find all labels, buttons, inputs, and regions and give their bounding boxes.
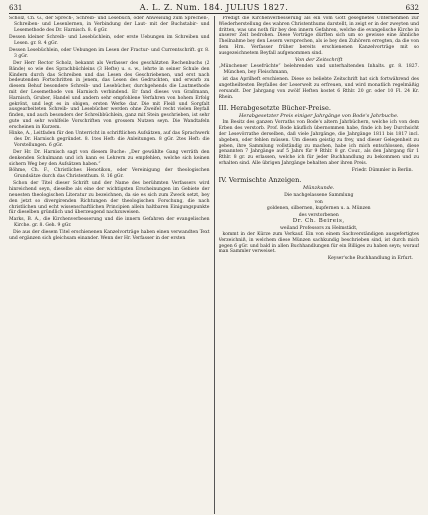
paragraph: Schon der Titel dieser Schrift und der Name des berühmten Verfassers wird hinreichend seyn, dieselbe als eine der wichtigsten Erscheinungen im Gebiete der neuesten theologischen Literatur zu bezeichnen, da sie es sich zum Zweck setzt, bey den jetzt so divergirenden Richtungen der theologischen Forschung, die nach christlichen und echt wissenschaftlichen Principien allein haltbaren Einigungspunkte für dieselben gründlich und überzeugend nachzuweisen.: [9, 181, 210, 216]
book-entry: Dessen Lesebüchlein, oder Uebungen im Lesen der Fractur- und Currentschrift. gr. 8. 3 gGr.: [9, 47, 210, 59]
centered-line: des verstorbenen: [298, 212, 339, 218]
book-entry: Scholz, Ch. G., der Sprech-, Schreib- und Lesebuch, oder Anweisung zum Sprechen-, Schreiben- und Lesenlernen, in Verbindung der Laut- mit der Buchstabir- und Lesemethode des Dr. Harnisch. 8. 6 gGr.: [9, 16, 210, 33]
signature: Friedr. Dümmler in Berlin.: [351, 167, 414, 173]
book-entry: Dessen kleiner Schreib- und Lesebüchlein, oder erste Uebungen im Schreiben und Lesen. gr. 8. 4 gGr.: [9, 34, 210, 46]
paragraph: Im Besitz des ganzen Vorraths von Bode's altern Jahrbüchern, welche ich von dem Erben des verstorb. Prof. Bode käuflich übernommen habe, finde ich bey Durchsicht der Lesevörrathe derselben, daß viele Jahrgänge, die Jahrgänge 1811 bis 1817 incl. abgeben, oder fehlen müssen. Um diesen geistig zu frey, und dieser Gelegenheit zu geben, ihre Sammlung vollständig zu machen, habe ich mich entschlossen, diese genannten 7 Jahrgänge auf 5 Jahrs für 9 Rthlr. 8 gr. Cour., als den Jahrgang für 1 Rthlr. 8 gr. zu erlassen, welche ich für jeder Buchhandlung zu bekommen und zu erhalten sind. Alle übrigen Jahrgänge behalten aber ihren Preis.: [218, 120, 420, 167]
paragraph: Der Herr Rector Scholz, bekannt als Verfasser des geschätzten Rechenbuchs (2 Bände) so wie des Sprachbüchleins (3 Hefte) u. s. w., lehrte in seiner Schule den Kindern durch das Schreiben und das Lesen des Geschriebenen, und erst nach bedeutenden Fortschritten in jenem, das Lesen des Gedruckten, und erwarb zu diesem Behuf besondere Schreib- und Lesebücher, durchgehends die Lautmethode mit der Lesemethode von Harnisch verbindend. Er fand dieses von Graßmann, Harnisch, Gruber, Handel und andern sehr empfohlene Verfahren von hohem Erfolg gekrönt, und legt es in obigen, ersten Werke dar. Die mit Fleiß und Sorgfalt ausgearbeiteten Schreib- und Lesebücher werden ohne Zweifel recht vielen Beyfall finden, und auch besonders der Schreibbüchlein, ganz mit Stein geschrieben, ist sehr gute und sehr wohlfeile Vorschriften von grossem Nutzen seyn. Die Wandtafeln erscheinen in Kurzem.: [9, 61, 210, 130]
centered-line: weiland Professors zu Helmstädt,: [280, 225, 358, 231]
paragraph: ist das Aprilheft erschienen. Diese so beliebte Zeitschrift hat sich fortwährend des ungetheiltesten Beyfalles der Leserwelt zu erfreuen, und wird monatlich regelmäßig versandt. Der Jahrgang von zwölf Heften kostet 6 Rthlr. 20 gr. oder 10 Fl. 24 Kr. Rhein.: [218, 77, 420, 100]
book-entry: Böhme, Ch. F., Christliches Henotikon, oder Vereinigung der theologischen Grundsätze durch das Christenthum. 8. 16 gGr.: [9, 168, 210, 180]
left-column: [9, 16, 210, 514]
page-number-right: 632: [405, 4, 419, 12]
book-entry: Marks, B. A., die Kirchenverbesserung und die innern Gefahren der evangelischen Kirche. gr. 8. Geh. 9 gGr.: [9, 216, 210, 228]
subheading: Münzkunde.: [303, 185, 335, 192]
right-column: [219, 16, 420, 514]
centered-name: Dr. Ch. Beireis,: [292, 218, 345, 225]
centered-line: goldenen, silbernen, kupfernen u. a. Münzen: [266, 206, 371, 212]
book-entry: Hinke, A., Leitfaden für den Unterricht in schriftlichen Aufsätzen, auf das Sprachwerk des Dr. Harnisch gegründet. 8. 1tes Heft: die Anleitungen. 8 gGr. 2tes Heft: die Vorstellungen. 6 gGr.: [9, 131, 210, 148]
centered-line: von: [314, 199, 323, 205]
section-heading: IV. Vermischte Anzeigen.: [218, 176, 302, 185]
paragraph: Der Hr. Dr. Harnisch sagt von diesem Buche: „Der gewählte Gang verräth den denkenden Schulmann und ich kann es Lehrern zu empfehlen, welche sich keinen sichern Weg bey den Aufsätzen haben.“: [9, 150, 210, 167]
subheading: Herabgesetzter Preis einiger Jahrgänge von Bode's Jahrbuche.: [239, 112, 399, 119]
subheading: Von der Zeitschrift: [294, 56, 343, 63]
columns: [9, 16, 419, 514]
journal-title: A. L. Z. Num. 184. JULIUS 1827.: [139, 3, 289, 12]
book-entry: „Münchener Lesefrüchte“ belehrenden und unterhaltenden Inhalts. gr. 8. 1827. München, bey Fleischmann,: [218, 64, 420, 76]
column-rule: [214, 16, 215, 514]
paragraph: Die aus der diesem Titel erschienenen Kanzelvorträge haben einen verwandten Text und ergänzen sich gleichsam einander. Wenn der Hr. Verfasser in der ersten: [9, 229, 210, 241]
paragraph: kommt in der Kürze zum Verkauf. Ein von einem Sachverständigen ausgefertigtes Verzeichniß, in welchem diese Münzen sachkundig beschrieben sind, ist durch mich gegen 6 gGr. und bald in allen Buchhandlungen für ein Billiges zu haben seyn; worauf man Sammler verweiset.: [218, 232, 420, 255]
centered-line: Die nachgelassene Sammlung: [284, 193, 354, 199]
paragraph: Predigt die Kirchenverbesserung als ein vom Gott gesegnetes Unternehmen zur Wiederherstellung des wahren Christenthums darstellt, in zeigt er in der zweyten und dritten, was uns noth für bey den innern Gefahren, welche die evangelische Kirche in unserer Zeit bedrohen. Diese Vorträge dürften sich um so gewisse eine ähnliche Theilnahme bey den Lesern versprechen, als ie bey den Zuhörern erregten, da die von dem Hrn. Verfasser früher bereits erschienenen Kanzelvorträge mit so ausgezeichnetem Beyfall aufgenommen sind.: [218, 16, 420, 56]
page-number-left: 631: [9, 4, 23, 12]
section-heading: III. Herabgesetzte Bücher-Preise.: [218, 103, 331, 112]
page-header: [9, 3, 419, 14]
signature: Keyser'sche Buchhandlung in Erfurt.: [327, 255, 414, 261]
